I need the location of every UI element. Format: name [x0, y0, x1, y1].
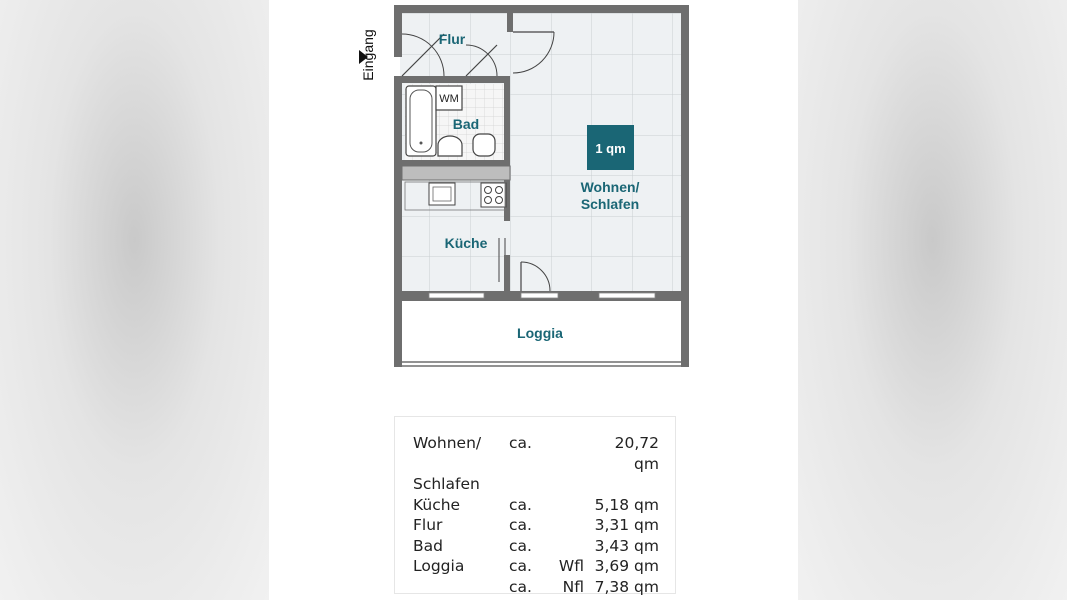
blurred-background-right: [798, 0, 1067, 600]
room-label-washer: WM: [439, 93, 459, 105]
room-label-flur: Flur: [438, 31, 466, 47]
area-table-row: [413, 515, 659, 536]
area-value: 3,43 qm: [594, 536, 659, 555]
area-qualifier: Wfl: [558, 557, 584, 575]
area-room-name: Wohnen/: [413, 434, 482, 452]
loggia-wall-left: [394, 301, 402, 367]
wall-right: [681, 5, 689, 304]
stove-icon: [481, 183, 506, 207]
wall-flur-room: [507, 13, 513, 32]
area-approx-label: ca.: [509, 577, 532, 596]
room-label-wohnen: Wohnen/: [580, 179, 640, 195]
area-approx-label: ca.: [509, 557, 532, 575]
wall-bad-kitchen: [402, 160, 510, 166]
kitchen-counter-top: [402, 166, 510, 180]
area-table-grid: [413, 433, 659, 597]
area-room-name: Bad: [413, 536, 443, 555]
area-value: 3,31 qm: [594, 516, 659, 534]
blurred-background-left: [0, 0, 269, 600]
area-qualifier: Nfl: [562, 577, 584, 596]
window-room-1: [521, 293, 558, 298]
area-value: 3,69 qm: [594, 557, 659, 575]
area-room-name: Loggia: [413, 557, 465, 575]
window-kitchen: [429, 293, 484, 298]
area-value: 5,18 qm: [594, 495, 659, 514]
toilet-icon: [473, 134, 495, 156]
wall-flur-bad: [402, 76, 509, 83]
wall-left-upper: [394, 5, 402, 57]
wall-left-lower: [394, 76, 402, 304]
floorplan-page: [269, 0, 798, 600]
room-label-schlafen: Schlafen: [580, 196, 640, 212]
area-approx-label: ca.: [509, 434, 532, 452]
area-approx-label: ca.: [509, 495, 532, 514]
area-room-name: Küche: [413, 495, 461, 514]
area-qualifier: [554, 474, 589, 495]
area-value: 20,72 qm: [614, 434, 659, 473]
window-room-2: [599, 293, 655, 298]
loggia-wall-right: [681, 301, 689, 367]
area-room-name: Schlafen: [413, 475, 480, 493]
area-qualifier: [554, 495, 589, 516]
area-room-name: [413, 577, 509, 598]
room-label-bad: Bad: [452, 116, 480, 132]
entrance-label: Eingang: [360, 29, 376, 81]
area-table-row: [413, 474, 659, 495]
washbasin-icon: [438, 136, 462, 156]
area-qualifier: [554, 515, 589, 536]
room-label-kueche: Küche: [444, 235, 488, 251]
area-value: [589, 474, 659, 495]
area-qualifier: [554, 433, 589, 474]
area-table-row: [413, 577, 659, 598]
bathtub-drain-icon: [420, 142, 423, 145]
wall-kitchen-room-lower: [504, 255, 510, 291]
area-table-row: [413, 556, 659, 577]
scale-square-label: 1 qm: [595, 141, 626, 156]
area-approx-label: ca.: [509, 536, 532, 555]
area-room-name: Flur: [413, 516, 443, 534]
area-table-row: [413, 495, 659, 516]
area-approx-label: [509, 474, 554, 495]
kitchen-sink-basin: [433, 187, 451, 201]
floorplan-drawing: [269, 0, 798, 410]
area-approx-label: ca.: [509, 516, 532, 534]
area-qualifier: [554, 536, 589, 557]
room-label-loggia: Loggia: [517, 325, 563, 341]
area-value: 7,38 qm: [594, 577, 659, 596]
area-table-row: [413, 536, 659, 557]
area-table: [394, 416, 676, 594]
area-table-row: [413, 433, 659, 474]
wall-top: [394, 5, 686, 13]
